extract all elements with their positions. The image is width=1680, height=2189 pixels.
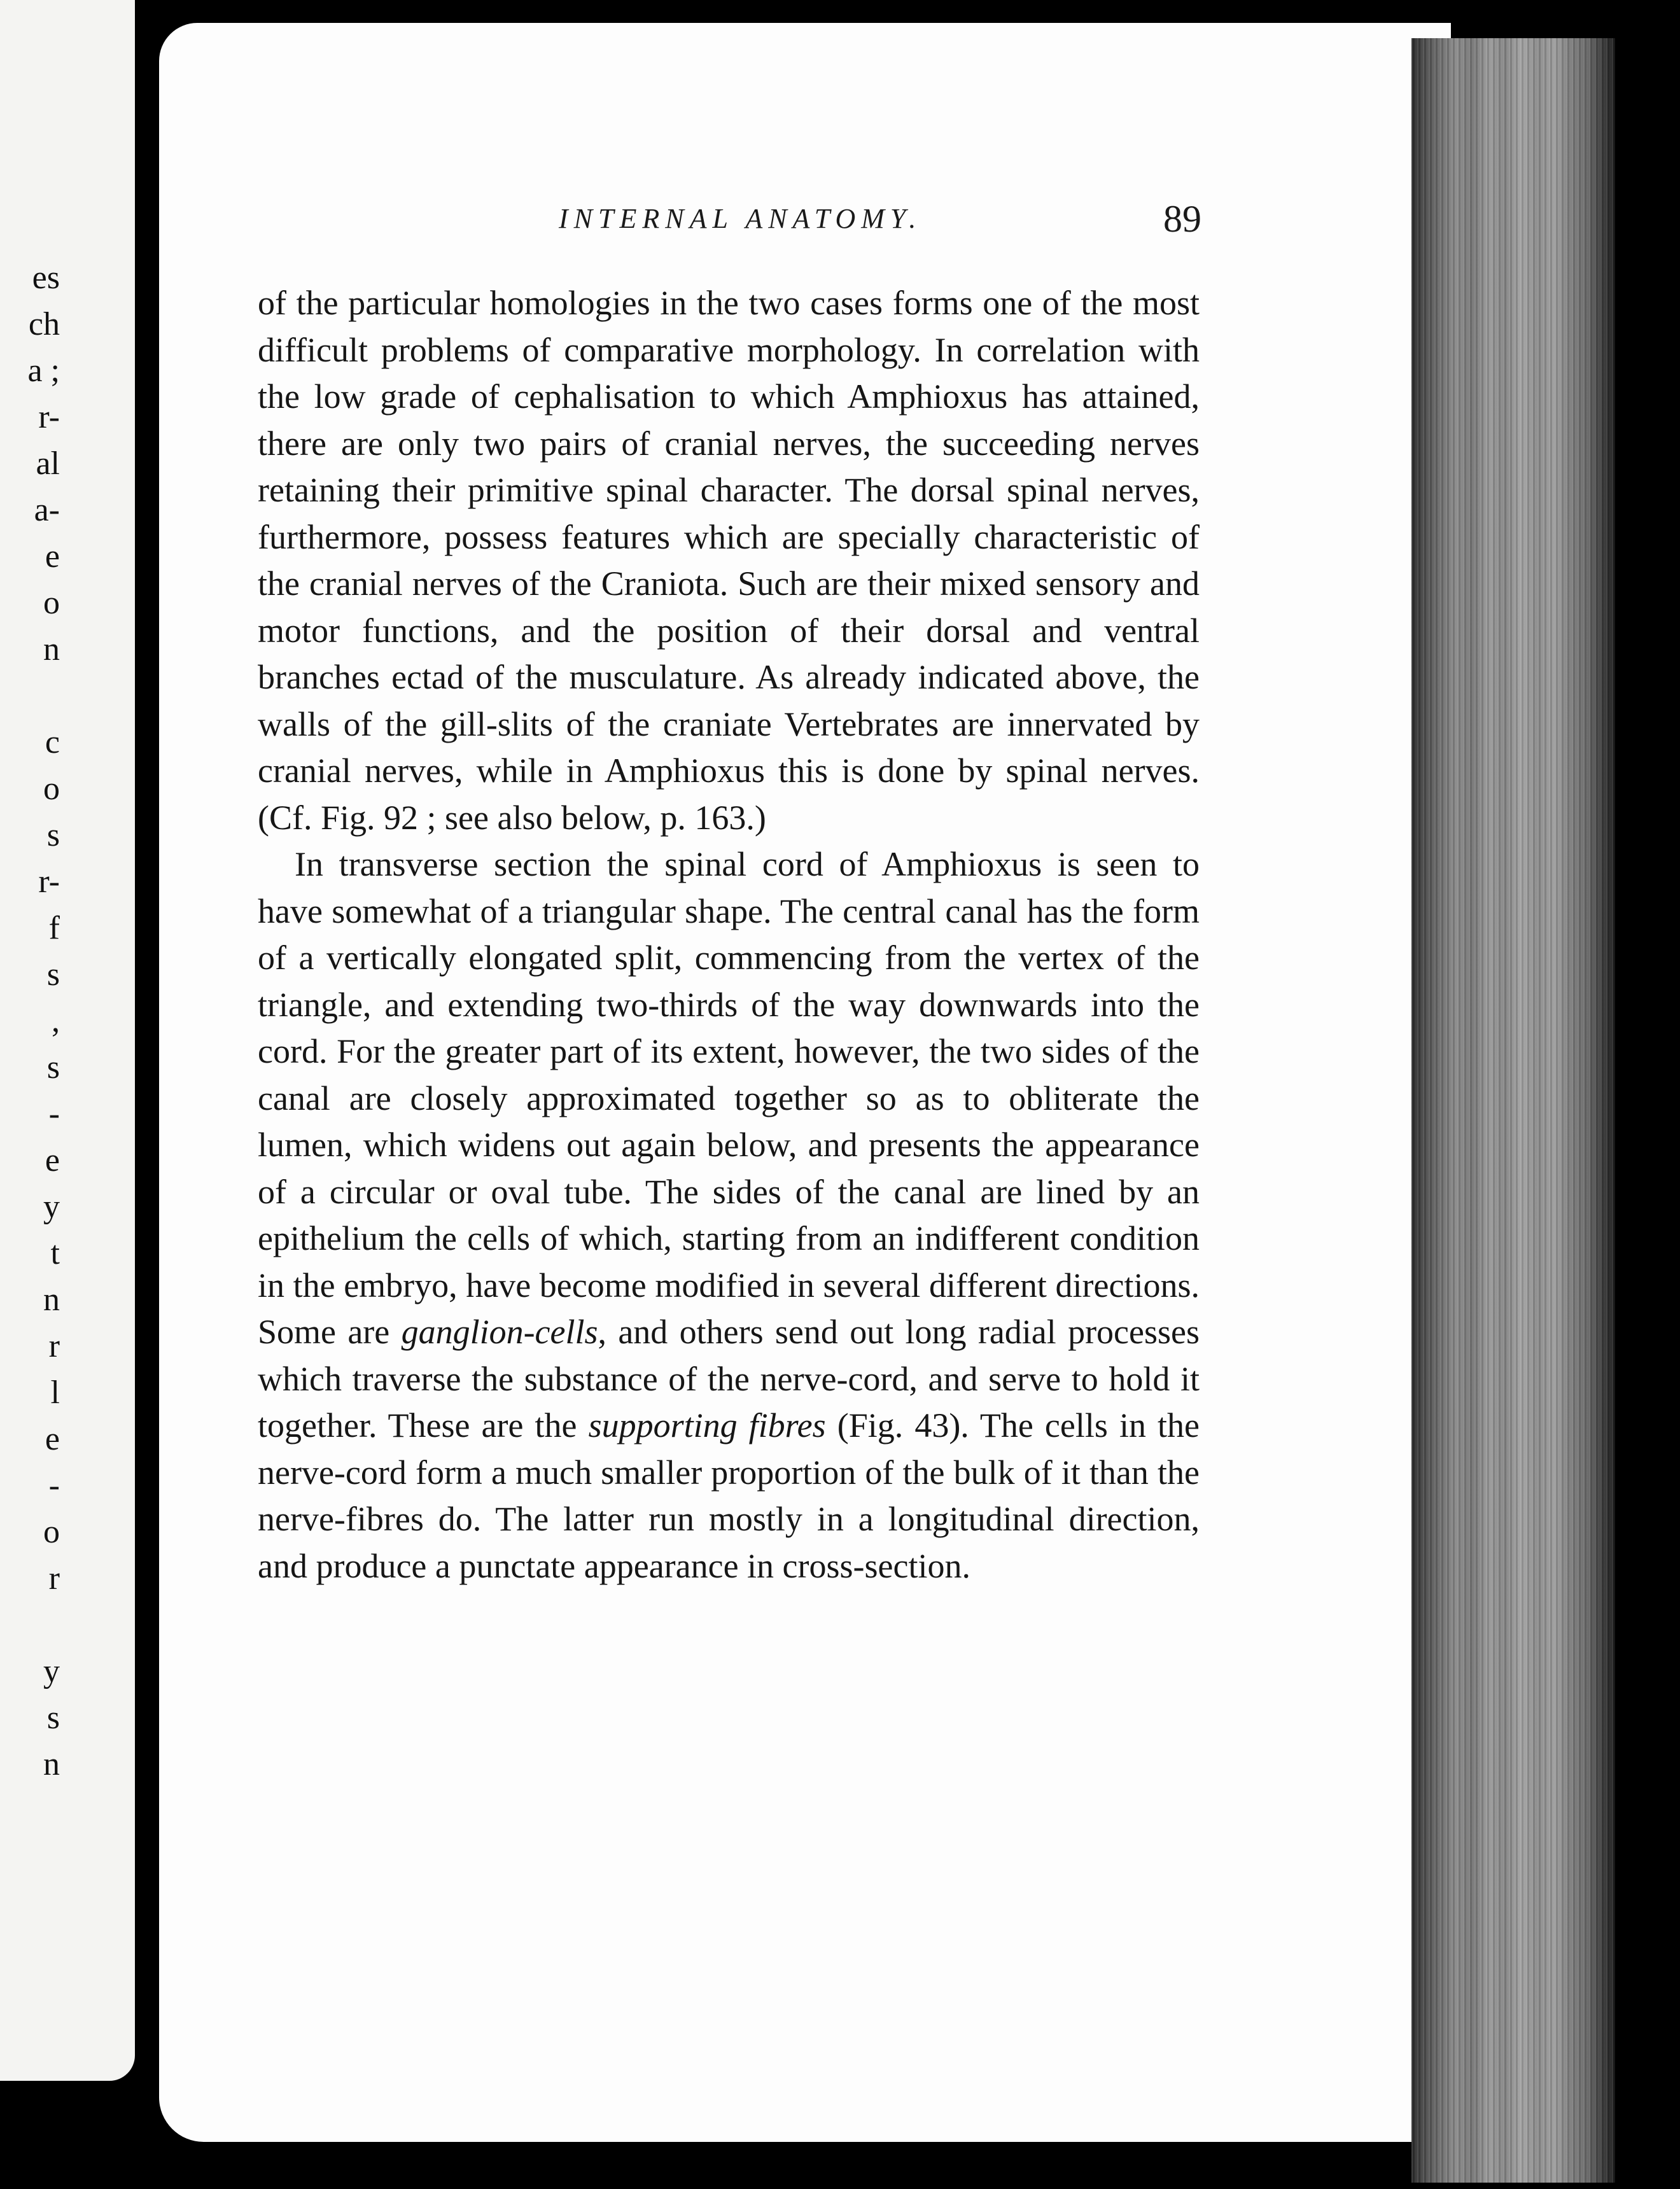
line-fragment: f	[48, 910, 60, 946]
line-fragment: n	[43, 1282, 60, 1318]
line-fragment: s	[46, 1700, 60, 1736]
text-run: , and others send out long radial processes which traverse the substance of the nerve-cord, and serve to hold it together. These are the	[258, 1313, 1200, 1444]
line-fragment: r	[48, 1328, 60, 1364]
running-title: INTERNAL ANATOMY.	[559, 203, 922, 234]
line-fragment: al	[36, 445, 60, 482]
paragraph: of the particular homologies in the two cases forms one of the most difficult problems of comparative morphology. In correlation with the low grade of cephalisation to which Amphioxus has attained, there are only two pairs of cranial nerves, the succeeding nerves retaining their primitive spinal character. The dorsal spinal nerves, furthermore, possess features which are specially characteristic of the cranial nerves of the Craniota. Such are their mixed sensory and motor functions, and the position of their dorsal and ventral branches ectad of the musculature. As already indicated above, the walls of the gill-slits of the craniate Vertebrates are innervated by cranial nerves, while in Amphioxus this is done by spinal nerves. (Cf. Fig. 92 ; see also below, p. 163.)	[258, 284, 1200, 837]
italic-term: ganglion-cells	[401, 1313, 598, 1351]
body-text	[258, 280, 1200, 1590]
line-fragment: s	[46, 956, 60, 993]
book-page-edges	[1411, 38, 1615, 2183]
line-fragment: es	[32, 260, 60, 296]
line-fragment: l	[50, 1374, 60, 1411]
page-number: 89	[1163, 198, 1201, 240]
line-fragment: a ;	[27, 353, 60, 389]
text-run: In transverse section the spinal cord of Amphioxus is seen to have somewhat of a triangular shape. The central canal has the form of a vertically elongated split, commencing from the vertex of the triangle, and extending two-thirds of the way downwards into the cord. For the greater part of its extent, however, the two sides of the canal are closely approximated together so as to obliterate the lumen, which widens out again below, and presents the appearance of a circular or oval tube. The sides of the canal are lined by an epithelium the cells of which, starting from an indifferent condition in the embryo, have become modified in several different directions. Some are	[258, 845, 1200, 1351]
line-fragment: r-	[38, 399, 60, 435]
line-fragment: y	[43, 1653, 60, 1689]
line-fragment: e	[45, 1142, 60, 1178]
line-fragment: o	[43, 1514, 60, 1550]
line-fragment	[0, 1602, 64, 1648]
running-head	[393, 198, 1201, 247]
line-fragment: ,	[52, 1003, 60, 1039]
line-fragment: n	[43, 631, 60, 668]
line-fragment: e	[45, 1421, 60, 1457]
line-fragment: o	[43, 585, 60, 621]
line-fragment: -	[48, 1096, 60, 1132]
line-fragment: s	[46, 1049, 60, 1086]
line-fragment: c	[45, 724, 60, 760]
paragraph	[258, 841, 1200, 1590]
line-fragment: -	[48, 1467, 60, 1504]
italic-term: supporting fibres	[588, 1406, 826, 1444]
line-fragment: y	[43, 1189, 60, 1225]
line-fragment: t	[50, 1235, 60, 1271]
line-fragment: ch	[28, 306, 60, 342]
line-fragment: r	[48, 1560, 60, 1597]
previous-page-line-endings	[0, 255, 64, 1787]
line-fragment: s	[46, 817, 60, 853]
line-fragment	[0, 673, 64, 719]
text-run: (Fig. 43). The cells in the nerve-cord form a much smaller proportion of the bulk of it than the nerve-fibres do. The latter run mostly in a longitudinal direction, and produce a punctate appearance in cross-section.	[258, 1406, 1200, 1585]
line-fragment: r-	[38, 864, 60, 900]
line-fragment: o	[43, 771, 60, 807]
line-fragment: a-	[34, 492, 60, 528]
previous-page-edge	[0, 0, 135, 2081]
line-fragment: n	[43, 1746, 60, 1782]
line-fragment: e	[45, 538, 60, 575]
